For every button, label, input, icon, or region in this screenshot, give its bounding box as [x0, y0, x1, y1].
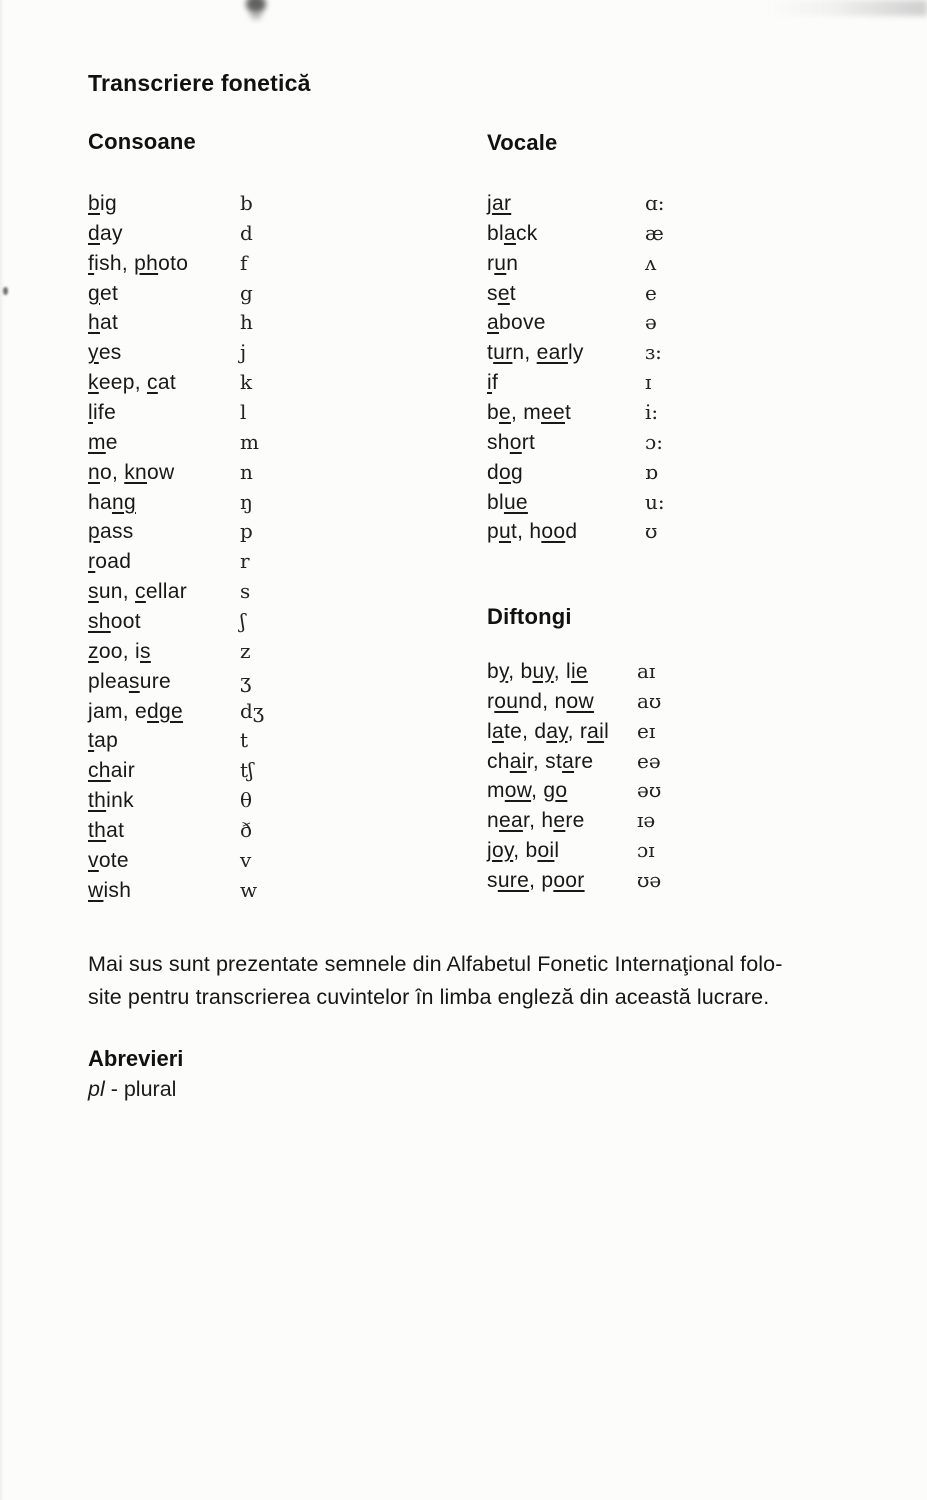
phoneme-row	[487, 279, 665, 309]
underlined-letters: c	[135, 580, 146, 604]
ipa-symbol: ʃ	[240, 609, 246, 634]
example-words: shoot	[88, 610, 141, 634]
ipa-symbol: ɑ:	[645, 191, 665, 215]
ipa-symbol: b	[240, 191, 253, 215]
abbreviation-entry	[88, 1074, 183, 1104]
phoneme-row	[88, 458, 264, 488]
diphthongs-heading: Diftongi	[487, 604, 572, 629]
underlined-letters: a	[487, 311, 499, 335]
underlined-letters: ou	[494, 689, 519, 713]
example-words: sun, cellar	[88, 580, 188, 604]
phoneme-row	[88, 488, 264, 518]
underlined-letters: ow	[566, 689, 594, 713]
abbreviation-term: pl	[88, 1077, 105, 1101]
ipa-symbol: ʒ	[240, 668, 252, 693]
ipa-symbol: θ	[240, 788, 253, 813]
vowels-heading: Vocale	[487, 130, 558, 155]
underlined-letters: a	[491, 719, 504, 743]
underlined-letters: s	[88, 580, 99, 604]
example-words: hang	[88, 490, 136, 514]
ipa-symbol: aʊ	[637, 688, 662, 713]
example-words: me	[88, 430, 118, 454]
ipa-symbol: v	[240, 847, 252, 872]
phoneme-row	[88, 577, 264, 607]
underlined-letters: y	[88, 341, 99, 365]
ipa-symbol: g	[240, 280, 253, 305]
example-words: if	[487, 371, 499, 395]
ipa-symbol: k	[240, 370, 253, 395]
scan-edge-shading-left	[0, 0, 4, 1500]
underlined-letters: ear	[536, 341, 568, 365]
phoneme-row	[88, 279, 264, 309]
abbreviation-definition: - plural	[104, 1077, 177, 1101]
ipa-symbol: eɪ	[637, 718, 656, 743]
underlined-letters: ee	[541, 401, 565, 425]
example-words: put, hood	[487, 520, 578, 544]
underlined-letters: ue	[503, 490, 528, 514]
example-words: jar	[487, 192, 512, 215]
underlined-letters: c	[147, 371, 158, 395]
phoneme-row	[88, 398, 264, 428]
phoneme-row	[487, 428, 665, 458]
diphthongs-list	[487, 657, 661, 896]
underlined-letters: oor	[553, 869, 585, 893]
phoneme-row	[487, 398, 665, 428]
example-words: blue	[487, 490, 528, 514]
underlined-letters: ie	[570, 660, 588, 683]
example-words: pass	[88, 520, 134, 544]
vowels-list	[487, 189, 665, 547]
example-words: big	[88, 192, 117, 215]
example-words: turn, early	[487, 341, 584, 365]
underlined-letters: ch	[88, 759, 111, 783]
example-words: pleasure	[88, 669, 171, 693]
example-words: late, day, rail	[487, 719, 610, 743]
underlined-letters: oi	[537, 839, 555, 863]
phoneme-row	[88, 189, 264, 219]
underlined-letters: o	[555, 779, 568, 803]
underlined-letters: y	[498, 660, 509, 683]
ipa-symbol: ʊ	[645, 519, 658, 544]
ipa-symbol: z	[240, 638, 251, 663]
phoneme-row	[487, 717, 661, 747]
phoneme-row	[88, 428, 264, 458]
example-words: black	[487, 221, 538, 245]
phoneme-row	[88, 219, 264, 249]
ipa-symbol: eə	[637, 748, 661, 773]
underlined-letters: ea	[498, 809, 523, 833]
ipa-symbol: j	[240, 340, 247, 365]
underlined-letters: th	[88, 789, 107, 813]
underlined-letters: e	[497, 281, 510, 305]
ipa-symbol: æ	[645, 220, 664, 245]
example-words: chair	[88, 759, 136, 783]
underlined-letters: dge	[147, 699, 183, 723]
scan-dot-artifact	[3, 287, 8, 295]
example-words: that	[88, 819, 125, 843]
underlined-letters: ar	[491, 192, 512, 215]
phoneme-row	[487, 687, 661, 717]
ipa-symbol: u:	[645, 489, 665, 514]
underlined-letters: ng	[111, 490, 136, 514]
ipa-symbol: d	[240, 220, 253, 245]
ipa-symbol: ŋ	[240, 489, 253, 514]
example-words: by, buy, lie	[487, 660, 588, 683]
example-words: joy, boil	[487, 839, 560, 863]
underlined-letters: o	[509, 430, 522, 454]
phoneme-row	[88, 607, 264, 637]
ipa-symbol: ɒ	[645, 459, 658, 484]
example-words: think	[88, 789, 134, 813]
underlined-letters: kn	[124, 460, 148, 484]
ipa-symbol: i:	[645, 400, 659, 425]
scan-smudge-artifact-light	[250, 10, 262, 20]
underlined-letters: e	[498, 401, 511, 425]
phoneme-row	[88, 786, 264, 816]
underlined-letters: s	[140, 639, 151, 663]
underlined-letters: ay	[546, 719, 568, 743]
example-words: vote	[88, 848, 129, 872]
ipa-symbol: m	[240, 429, 259, 454]
example-words: life	[88, 401, 117, 425]
example-words: road	[88, 550, 132, 574]
phoneme-row	[487, 836, 661, 866]
underlined-letters: j	[88, 699, 93, 723]
underlined-letters: th	[88, 819, 107, 843]
underlined-letters: u	[494, 251, 507, 275]
phoneme-row	[487, 189, 665, 219]
ipa-symbol: əʊ	[637, 778, 662, 803]
ipa-symbol: ɪ	[645, 370, 652, 395]
example-words: near, here	[487, 809, 585, 833]
phoneme-row	[88, 876, 264, 906]
underlined-letters: f	[88, 251, 95, 275]
example-words: above	[487, 311, 546, 335]
underlined-letters: h	[88, 311, 100, 335]
underlined-letters: oy	[491, 839, 514, 863]
ipa-symbol: f	[240, 250, 248, 275]
underlined-letters: ai	[587, 719, 605, 743]
ipa-symbol: w	[240, 877, 258, 902]
paragraph-line-1: Mai sus sunt prezentate semnele din Alfabetul Fonetic Internaţional folo-	[88, 952, 783, 976]
ipa-symbol: e	[645, 280, 657, 305]
example-words: no, know	[88, 460, 175, 484]
underlined-letters: g	[88, 281, 100, 305]
underlined-letters: e	[553, 809, 566, 833]
example-words: yes	[88, 341, 122, 365]
ipa-symbol: tʃ	[240, 758, 254, 783]
example-words: wish	[88, 878, 132, 902]
underlined-letters: p	[88, 520, 100, 544]
example-words: day	[88, 221, 123, 245]
ipa-symbol: l	[240, 400, 247, 425]
example-words: run	[487, 251, 519, 275]
ipa-symbol: s	[240, 579, 251, 604]
phoneme-row	[88, 816, 264, 846]
ipa-symbol: ə	[645, 310, 657, 335]
phoneme-row	[88, 726, 264, 756]
phoneme-row	[487, 308, 665, 338]
example-words: keep, cat	[88, 371, 176, 395]
example-words: jam, edge	[88, 699, 183, 723]
underlined-letters: a	[503, 221, 516, 245]
abbreviations-section	[88, 1044, 183, 1104]
underlined-letters: i	[487, 371, 492, 395]
underlined-letters: oo	[541, 520, 566, 544]
example-words: hat	[88, 311, 119, 335]
example-words: tap	[88, 729, 119, 753]
underlined-letters: ai	[509, 749, 527, 773]
explanatory-paragraph	[88, 948, 888, 1014]
ipa-symbol: dʒ	[240, 698, 265, 723]
ipa-symbol: ɔɪ	[637, 838, 655, 863]
example-words: round, now	[487, 689, 594, 713]
underlined-letters: ow	[504, 779, 532, 803]
underlined-letters: b	[88, 192, 100, 215]
underlined-letters: u	[498, 520, 511, 544]
phoneme-row	[487, 249, 665, 279]
scan-edge-shading	[767, 0, 927, 16]
ipa-symbol: ð	[240, 818, 253, 843]
phoneme-row	[88, 756, 264, 786]
phoneme-row	[487, 338, 665, 368]
underlined-letters: ure	[497, 869, 530, 893]
ipa-symbol: ʊə	[637, 868, 662, 893]
paragraph-line-2: site pentru transcrierea cuvintelor în limba engleză din această lucrare.	[88, 985, 770, 1009]
underlined-letters: sh	[88, 610, 111, 634]
phoneme-row	[487, 776, 661, 806]
phoneme-row	[487, 488, 665, 518]
underlined-letters: r	[88, 550, 96, 574]
ipa-symbol: ɔ:	[645, 429, 663, 454]
underlined-letters: ur	[493, 341, 513, 365]
underlined-letters: d	[88, 221, 100, 245]
phoneme-row	[88, 338, 264, 368]
example-words: chair, stare	[487, 749, 594, 773]
phoneme-row	[487, 747, 661, 777]
phoneme-row	[88, 667, 264, 697]
example-words: dog	[487, 460, 523, 484]
underlined-letters: s	[128, 669, 140, 693]
ipa-symbol: t	[240, 728, 249, 753]
ipa-symbol: ʌ	[645, 250, 657, 275]
consonants-heading: Consoane	[88, 129, 196, 154]
phoneme-row	[487, 219, 665, 249]
ipa-symbol: aɪ	[637, 659, 656, 683]
page-title: Transcriere fonetică	[88, 70, 311, 96]
abbreviations-heading: Abrevieri	[88, 1046, 184, 1071]
underlined-letters: ph	[134, 251, 159, 275]
ipa-symbol: ɜ:	[645, 340, 662, 365]
underlined-letters: l	[88, 401, 93, 425]
underlined-letters: n	[88, 460, 100, 484]
consonants-list	[88, 189, 264, 906]
example-words: set	[487, 281, 516, 305]
example-words: be, meet	[487, 401, 572, 425]
phoneme-row	[88, 249, 264, 279]
phoneme-row	[88, 697, 264, 727]
ipa-symbol: p	[240, 519, 253, 544]
phoneme-row	[88, 517, 264, 547]
ipa-symbol: n	[240, 459, 253, 484]
underlined-letters: uy	[532, 660, 554, 683]
example-words: mow, go	[487, 779, 568, 803]
phoneme-row	[487, 517, 665, 547]
phoneme-row	[487, 866, 661, 896]
phoneme-row	[487, 806, 661, 836]
phoneme-row	[88, 308, 264, 338]
underlined-letters: o	[498, 460, 511, 484]
underlined-letters: t	[88, 729, 95, 753]
example-words: fish, photo	[88, 251, 189, 275]
underlined-letters: w	[88, 878, 104, 902]
phoneme-row	[88, 368, 264, 398]
phoneme-row	[487, 368, 665, 398]
phoneme-row	[487, 657, 661, 687]
phoneme-row	[88, 547, 264, 577]
example-words: sure, poor	[487, 869, 585, 893]
underlined-letters: v	[88, 848, 99, 872]
example-words: zoo, is	[88, 639, 151, 663]
ipa-symbol: r	[240, 549, 250, 574]
example-words: short	[487, 430, 536, 454]
underlined-letters: m	[88, 430, 106, 454]
phoneme-row	[487, 458, 665, 488]
example-words: get	[88, 281, 119, 305]
underlined-letters: z	[88, 639, 99, 663]
ipa-symbol: h	[240, 310, 253, 335]
underlined-letters: a	[562, 749, 575, 773]
underlined-letters: k	[88, 371, 99, 395]
phoneme-row	[88, 846, 264, 876]
ipa-symbol: ɪə	[637, 808, 656, 833]
phoneme-row	[88, 637, 264, 667]
